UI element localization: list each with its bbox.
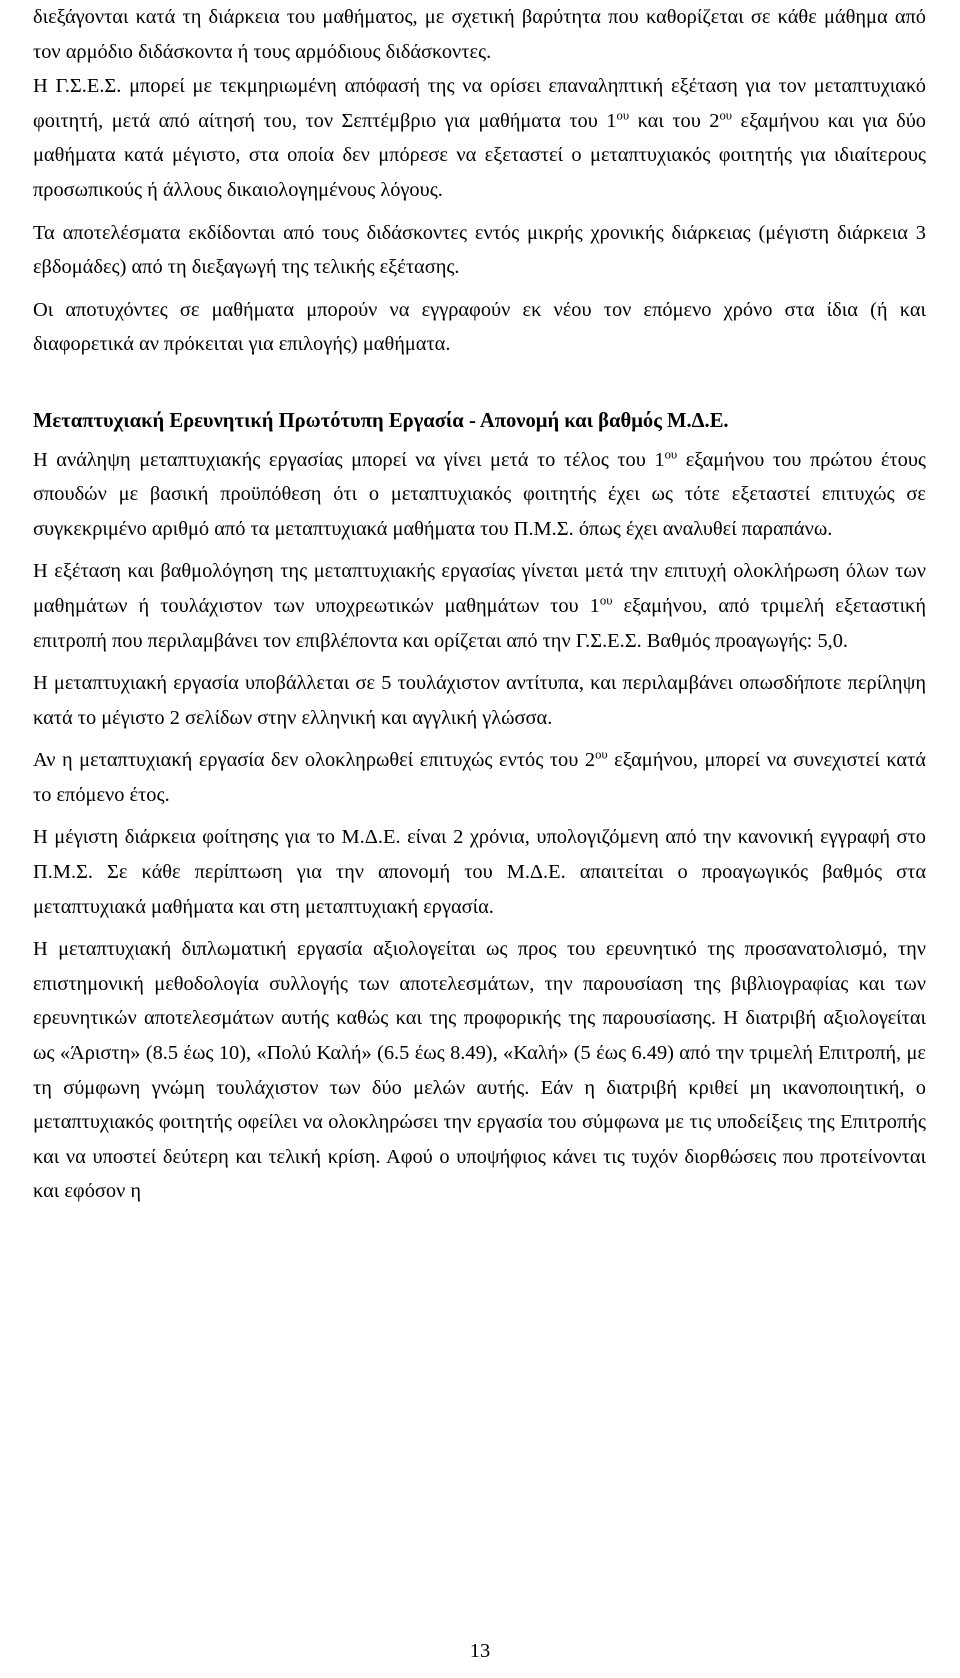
paragraph-results-publication bbox=[33, 216, 926, 285]
text-run: Τα αποτελέσματα εκδίδονται από τους διδάσκοντες εντός μικρής χρονικής διάρκειας (μέγιστη διάρκεια 3 εβδομάδες) από τη διεξαγωγή της τελικής εξέτασης. bbox=[33, 221, 926, 279]
ordinal-superscript: ου bbox=[664, 446, 678, 461]
paragraph-thesis-examination bbox=[33, 554, 926, 658]
text-run: εξαμήνου, μπορεί να συνεχιστεί κατά το επόμενο έτος. bbox=[33, 749, 926, 806]
ordinal-superscript: ου bbox=[595, 747, 608, 762]
text-run: Αν η μεταπτυχιακή εργασία δεν ολοκληρωθεί επιτυχώς εντός του 2 bbox=[33, 749, 596, 772]
text-run: Η μεταπτυχιακή διπλωματική εργασία αξιολογείται ως προς του ερευνητικό της προσανατολισμό, την επιστημονική μεθοδολογία συλλογής των αποτελεσμάτων, την παρουσίαση της βιβλιογραφίας και των ερευνητικών αποτελεσμάτων αυτής καθώς και της προφορικής της παρουσίασης. Η διατριβή αξιολογείται ως «Άριστη» (8.5 έως 10), «Πολύ Καλή» (6.5 έως 8.49), «Καλή» (5 έως 6.49) από την τριμελή Επιτροπή, με τη σύμφωνη γνώμη τουλάχιστον των δύο μελών αυτής. Εάν η διατριβή κριθεί μη ικανοποιητική, ο μεταπτυχιακός φοιτητής οφείλει να ολοκληρώσει την εργασία του σύμφωνα με τις υποδείξεις της Επιτροπής και να υποστεί δεύτερη και τελική κρίση. Αφού ο υποψήφιος κάνει τις τυχόν διορθώσεις που προτείνονται και εφόσον η bbox=[33, 938, 926, 1203]
text-run: Η Γ.Σ.Ε.Σ. μπορεί με τεκμηριωμένη απόφασή της να ορίσει επαναληπτική εξέταση για τον μεταπτυχιακό φοιτητή, μετά από αίτησή του, τον Σεπτέμβριο για μαθήματα του 1 bbox=[33, 75, 926, 132]
document-body bbox=[33, 0, 926, 1209]
paragraph-max-duration bbox=[33, 820, 926, 924]
section-heading bbox=[33, 404, 926, 439]
ordinal-superscript: ου bbox=[719, 108, 733, 123]
text-run: Η εξέταση και βαθμολόγηση της μεταπτυχιακής εργασίας γίνεται μετά την επιτυχή ολοκλήρωση όλων των μαθημάτων ή τουλάχιστον των υποχρεωτικών μαθημάτων του 1 bbox=[33, 560, 926, 617]
paragraph-thesis-submission bbox=[33, 666, 926, 735]
text-run: εξαμήνου, από τριμελή εξεταστική επιτροπή που περιλαμβάνει τον επιβλέποντα και ορίζεται από την Γ.Σ.Ε.Σ. Βαθμός προαγωγής: 5,0. bbox=[33, 594, 926, 652]
paragraph-thesis-grading bbox=[33, 932, 926, 1209]
paragraph-resit-exam bbox=[33, 69, 926, 207]
text-run: Οι αποτυχόντες σε μαθήματα μπορούν να εγγραφούν εκ νέου τον επόμενο χρόνο στα ίδια (ή και διαφορετικά αν πρόκειται για επιλογής) μαθήματα. bbox=[33, 298, 926, 356]
paragraph-thesis-start bbox=[33, 443, 926, 547]
ordinal-superscript: ου bbox=[616, 108, 630, 123]
ordinal-superscript: ου bbox=[599, 593, 613, 608]
paragraph-course-assessment bbox=[33, 0, 926, 69]
paragraph-failed-courses bbox=[33, 293, 926, 362]
text-run: εξαμήνου του πρώτου έτους σπουδών με βασική προϋπόθεση ότι ο μεταπτυχιακός φοιτητής έχει ως τότε εξεταστεί επιτυχώς σε συγκεκριμένο αριθμό από τα μεταπτυχιακά μαθήματα του Π.Μ.Σ. όπως έχει αναλυθεί παραπάνω. bbox=[33, 448, 926, 540]
text-run: Η ανάληψη μεταπτυχιακής εργασίας μπορεί να γίνει μετά το τέλος του 1 bbox=[33, 448, 665, 471]
page-number: 13 bbox=[469, 1640, 491, 1662]
text-run: Η μεταπτυχιακή εργασία υποβάλλεται σε 5 τουλάχιστον αντίτυπα, και περιλαμβάνει οπωσδήποτε περίληψη κατά το μέγιστο 2 σελίδων στην ελληνική και αγγλική γλώσσα. bbox=[33, 672, 926, 729]
text-run: Μεταπτυχιακή Ερευνητική Πρωτότυπη Εργασία - Απονομή και βαθμός Μ.Δ.Ε. bbox=[33, 409, 729, 432]
text-run: Η μέγιστη διάρκεια φοίτησης για το Μ.Δ.Ε. είναι 2 χρόνια, υπολογιζόμενη από την κανονική εγγραφή στο Π.Μ.Σ. Σε κάθε περίπτωση για την απονομή του Μ.Δ.Ε. απαιτείται ο προαγωγικός βαθμός στα μεταπτυχιακά μαθήματα και στη μεταπτυχιακή εργασία. bbox=[33, 826, 926, 918]
text-run: και του 2 bbox=[629, 109, 720, 132]
paragraph-thesis-extension bbox=[33, 743, 926, 812]
text-run: εξαμήνου και για δύο μαθήματα κατά μέγιστο, στα οποία δεν μπόρεσε να εξεταστεί ο μεταπτυχιακός φοιτητής για ιδιαίτερους προσωπικούς ή άλλους δικαιολογημένους λόγους. bbox=[33, 109, 927, 201]
text-run: διεξάγονται κατά τη διάρκεια του μαθήματος, με σχετική βαρύτητα που καθορίζεται σε κάθε μάθημα από τον αρμόδιο διδάσκοντα ή τους αρμόδιους διδάσκοντες. bbox=[33, 6, 926, 63]
